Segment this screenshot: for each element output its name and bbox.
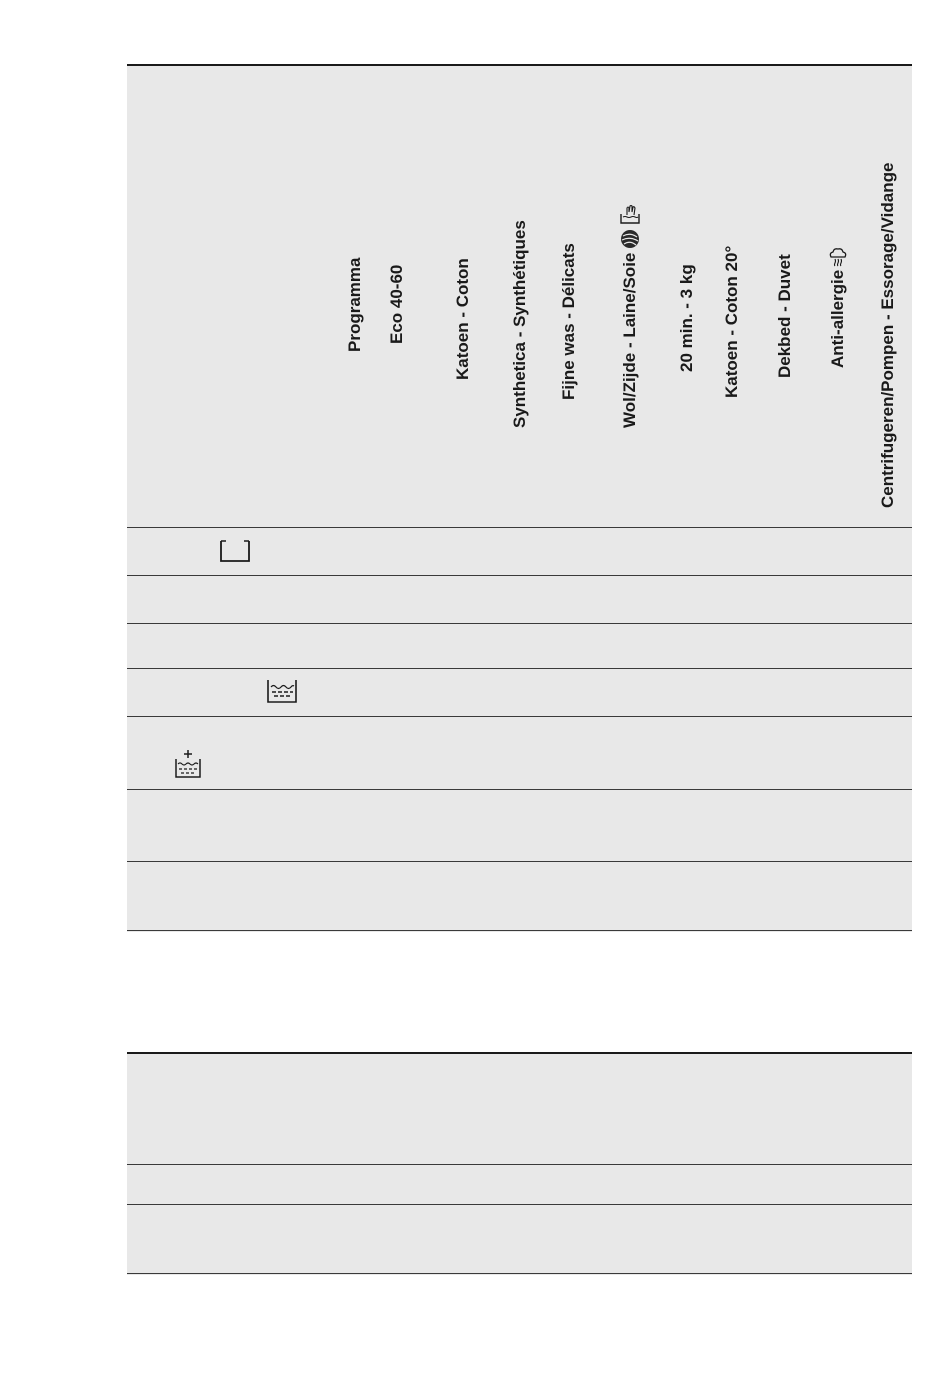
rinse-water-icon: [266, 678, 298, 704]
row-divider: [127, 575, 912, 576]
program-label: Katoen - Coton: [453, 258, 472, 380]
row-divider: [127, 789, 912, 790]
program-options-table: [127, 64, 912, 932]
row-divider: [127, 930, 912, 931]
options-table-continued: [127, 1052, 912, 1275]
handwash-icon: [619, 203, 641, 225]
program-dekbed-duvet: [774, 254, 796, 378]
program-label: Katoen - Coton 20°: [722, 245, 741, 398]
program-anti-allergie: [827, 245, 849, 368]
row-divider: [127, 668, 912, 669]
program-label: Anti-allergie: [828, 269, 847, 368]
program-label: Dekbed - Duvet: [775, 254, 794, 378]
program-katoen-coton-20: [721, 246, 743, 398]
program-label: 20 min. - 3 kg: [677, 264, 696, 372]
row-divider: [127, 1164, 912, 1165]
row-divider: [127, 623, 912, 624]
program-20-min-3kg: [676, 264, 698, 372]
program-label: Synthetica - Synthétiques: [510, 220, 529, 428]
extra-rinse-icon: [174, 749, 202, 779]
prewash-tub-icon: [219, 538, 251, 564]
program-centrifugeren: [877, 163, 899, 508]
row-divider: [127, 716, 912, 717]
steam-icon: [827, 245, 849, 267]
program-wol-zijde: [619, 203, 641, 428]
program-label: Eco 40-60: [387, 264, 406, 344]
program-label: Centrifugeren/Pompen - Essorage/Vidange: [878, 162, 897, 508]
row-divider: [127, 527, 912, 528]
programma-label: Programma: [345, 257, 364, 352]
program-label: Wol/Zijde - Laine/Soie: [620, 252, 639, 428]
row-divider: [127, 1204, 912, 1205]
row-divider: [127, 861, 912, 862]
program-eco-40-60: [386, 265, 408, 344]
program-katoen-coton: [452, 258, 474, 380]
row-divider: [127, 1273, 912, 1274]
program-synthetica: [509, 220, 531, 428]
programma-header: [344, 258, 366, 352]
program-label: Fijne was - Délicats: [559, 243, 578, 400]
wool-ball-icon: [619, 228, 641, 250]
program-fijne-was: [558, 243, 580, 400]
